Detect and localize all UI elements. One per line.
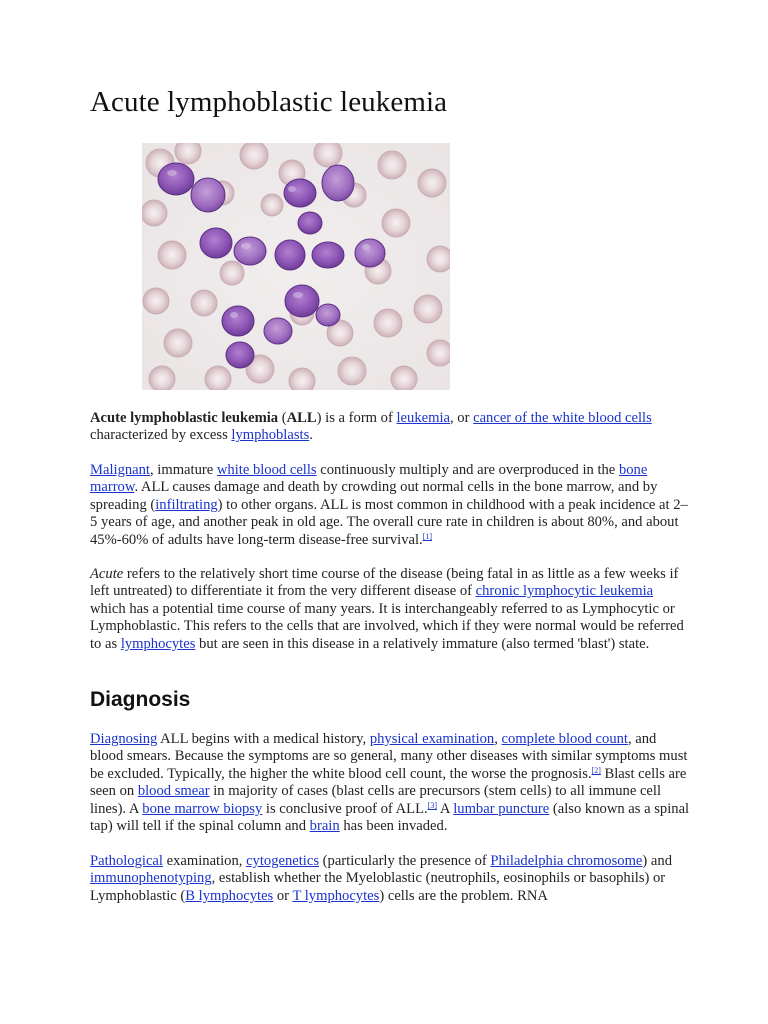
text-span: ,: [494, 731, 502, 747]
reference-link-2[interactable]: [2]: [591, 765, 601, 775]
text-span: but are seen in this disease in a relatively immature (also termed 'blast') state.: [195, 635, 650, 652]
text-span: , establish whether the Myeloblastic (neutrophils, eosinophils or basophils) or Lymphoblastic (: [90, 870, 666, 904]
link-cytogenetics[interactable]: cytogenetics: [246, 853, 320, 869]
section-heading-diagnosis: Diagnosis: [90, 688, 191, 711]
paragraph-malignant: [90, 462, 690, 549]
text-span: in majority of cases (blast cells are precursors (stem cells) to all immune cell lines). A: [90, 783, 662, 817]
paragraph-diagnosing: [90, 731, 690, 835]
text-span: which has a potential time course of many years. It is interchangeably referred to as Lymphocytic or Lymphoblastic. This refers to the cells that are involved, which if they were normal would be referred to as: [90, 600, 684, 652]
link-lymphoblasts[interactable]: lymphoblasts: [231, 427, 310, 444]
text-span: is conclusive proof of ALL.: [262, 800, 428, 817]
link-cancer-of-white-blood-cells[interactable]: cancer of the white blood cells: [473, 410, 652, 426]
link-bone-marrow[interactable]: bone marrow: [90, 462, 648, 496]
text-span: (particularly the presence of: [319, 853, 491, 869]
intro-paragraph: [90, 410, 690, 445]
text-span: (: [278, 410, 287, 426]
text-span: .: [309, 427, 313, 444]
link-philadelphia-chromosome[interactable]: Philadelphia chromosome: [490, 853, 643, 869]
link-complete-blood-count[interactable]: complete blood count: [501, 731, 628, 747]
text-span: ALL begins with a medical history,: [157, 731, 370, 747]
text-span: ) cells are the problem. RNA: [379, 887, 548, 904]
bold-article-name: Acute lymphoblastic leukemia: [90, 410, 279, 426]
link-blood-smear[interactable]: blood smear: [137, 783, 210, 800]
link-t-lymphocytes[interactable]: T lymphocytes: [292, 887, 380, 904]
link-brain[interactable]: brain: [309, 818, 340, 835]
blood-smear-image: [142, 143, 450, 390]
text-span: Blast cells are seen on: [90, 765, 687, 800]
text-span: (also known as a spinal tap) will tell if the spinal column and: [90, 800, 690, 835]
paragraph-acute: [90, 566, 690, 653]
text-span: , and blood smears. Because the symptoms are so general, many other diseases with similar symptoms must be excluded. Typically, the higher the white blood cell count, the worse the prognosis.: [90, 731, 688, 782]
link-physical-examination[interactable]: physical examination: [369, 731, 495, 747]
link-b-lymphocytes[interactable]: B lymphocytes: [185, 887, 274, 904]
link-immunophenotyping[interactable]: immunophenotyping: [90, 870, 212, 887]
link-leukemia[interactable]: leukemia: [396, 410, 450, 426]
text-span: refers to the relatively short time course of the disease (being fatal in as little as a few weeks if left untreated) to differentiate it from the very different disease of: [90, 566, 679, 600]
link-chronic-lymphocytic-leukemia[interactable]: chronic lymphocytic leukemia: [475, 583, 654, 600]
link-infiltrating[interactable]: infiltrating: [155, 496, 218, 513]
link-diagnosing[interactable]: Diagnosing: [90, 731, 158, 747]
link-malignant[interactable]: Malignant: [90, 462, 150, 478]
link-pathological[interactable]: Pathological: [90, 853, 163, 869]
text-span: , or: [449, 410, 474, 426]
abbreviation: ALL: [286, 410, 317, 426]
text-span: ) is a form of: [316, 410, 397, 426]
link-lymphocytes[interactable]: lymphocytes: [120, 635, 196, 652]
page-title: Acute lymphoblastic leukemia: [90, 86, 448, 118]
text-span: . ALL causes damage and death by crowding out normal cells in the bone marrow, and by spreading (: [90, 479, 658, 513]
text-span: , immature: [150, 462, 217, 478]
reference-link-3[interactable]: [3]: [427, 800, 437, 810]
text-span: A: [436, 800, 454, 817]
text-span: has been invaded.: [339, 818, 448, 835]
text-span: or: [273, 887, 293, 904]
text-span: ) and: [642, 853, 673, 869]
link-lumbar-puncture[interactable]: lumbar puncture: [453, 800, 550, 817]
text-span: ) to other organs. ALL is most common in childhood with a peak incidence at 2–5 years of age, and another peak in old age. The overall cure rate in children is about 80%, and about 45%-60% of adults have long-term disease-free survival.: [90, 496, 688, 548]
paragraph-pathological: [90, 853, 690, 905]
link-white-blood-cells[interactable]: white blood cells: [216, 462, 317, 478]
text-span: characterized by excess: [90, 427, 232, 444]
link-bone-marrow-biopsy[interactable]: bone marrow biopsy: [142, 800, 263, 817]
reference-link-1[interactable]: [1]: [422, 531, 433, 541]
text-span: examination,: [162, 853, 247, 869]
text-span: continuously multiply and are overproduced in the: [316, 462, 619, 478]
italic-term: Acute: [90, 566, 124, 582]
